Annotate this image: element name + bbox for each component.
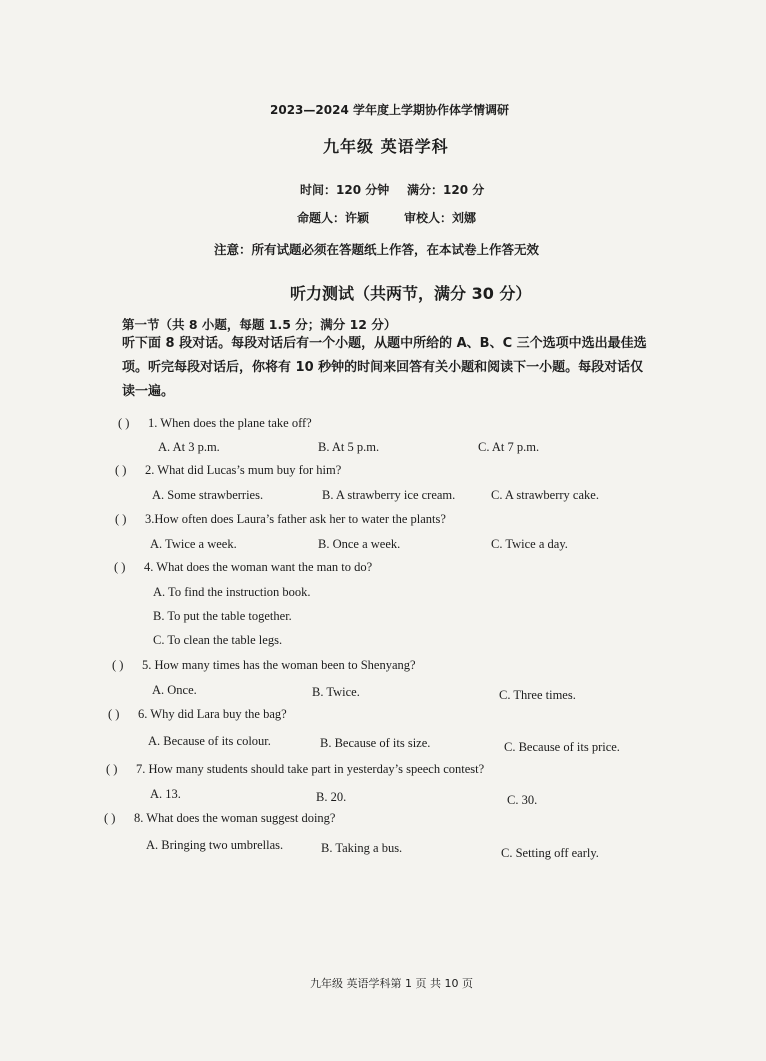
answer-bracket[interactable]: ( ): [118, 416, 130, 430]
option-c: C. Setting off early.: [501, 846, 599, 860]
answer-bracket[interactable]: ( ): [115, 512, 127, 526]
question-text: 6. Why did Lara buy the bag?: [138, 707, 287, 721]
author-label: 命题人：许颖: [297, 211, 370, 225]
answer-bracket[interactable]: ( ): [104, 811, 116, 825]
instructions: 听下面 8 段对话。每段对话后有一个小题，从题中所给的 A、B、C 三个选项中选出最佳选项。听完每段对话后，你将有 10 秒钟的时间来回答有关小题和阅读下一小题。每段对话仅读一遍。: [122, 336, 647, 399]
option-c: C. Twice a day.: [491, 537, 568, 551]
option-c: C. 30.: [507, 793, 538, 807]
question-5: [112, 658, 416, 673]
question-1: [118, 416, 312, 431]
question-text: 1. When does the plane take off?: [148, 416, 312, 430]
option-b: B. To put the table together.: [153, 609, 292, 623]
option-b: B. Once a week.: [318, 537, 401, 551]
answer-bracket[interactable]: ( ): [108, 707, 120, 721]
question-text: 3.How often does Laura’s father ask her to water the plants?: [145, 512, 446, 526]
question-6: [108, 707, 287, 722]
page-footer: 九年级 英语学科第 1 页 共 10 页: [310, 977, 473, 990]
option-a: A. Twice a week.: [150, 537, 237, 551]
option-c: C. A strawberry cake.: [491, 488, 599, 502]
option-a: A. Bringing two umbrellas.: [146, 838, 284, 852]
score-label: 满分：120 分: [407, 183, 485, 197]
reviewer-label: 审校人：刘娜: [404, 211, 477, 225]
question-text: 2. What did Lucas’s mum buy for him?: [145, 463, 342, 477]
answer-bracket[interactable]: ( ): [112, 658, 124, 672]
answer-bracket[interactable]: ( ): [115, 463, 127, 477]
question-8: [104, 811, 335, 826]
question-4: [114, 560, 372, 575]
option-c: C. At 7 p.m.: [478, 440, 540, 454]
question-text: 8. What does the woman suggest doing?: [134, 811, 336, 825]
answer-bracket[interactable]: ( ): [106, 762, 118, 776]
option-c: C. To clean the table legs.: [153, 633, 283, 647]
option-b: B. Twice.: [312, 685, 360, 699]
notice-text: 注意：所有试题必须在答题纸上作答，在本试卷上作答无效: [214, 242, 540, 257]
option-b: B. At 5 p.m.: [318, 440, 380, 454]
exam-title: 2023—2024 学年度上学期协作体学情调研: [270, 103, 509, 117]
part-title: 第一节（共 8 小题，每题 1.5 分；满分 12 分）: [122, 317, 397, 332]
option-b: B. Taking a bus.: [321, 841, 403, 855]
bleed-through-text: [118, 86, 121, 101]
question-text: 5. How many times has the woman been to Shenyang?: [142, 658, 416, 672]
option-b: B. Because of its size.: [320, 736, 431, 750]
option-b: B. A strawberry ice cream.: [322, 488, 456, 502]
time-label: 时间：120 分钟: [300, 183, 390, 197]
question-text: 4. What does the woman want the man to do?: [144, 560, 373, 574]
question-7: [106, 762, 484, 777]
option-a: A. Some strawberries.: [152, 488, 264, 502]
section-title: 听力测试（共两节，满分 30 分）: [290, 284, 532, 303]
option-a: A. Because of its colour.: [148, 734, 271, 748]
question-3: [115, 512, 446, 527]
option-a: A. At 3 p.m.: [158, 440, 220, 454]
option-a: A. Once.: [152, 683, 197, 697]
option-a: A. 13.: [150, 787, 181, 801]
answer-bracket[interactable]: ( ): [114, 560, 126, 574]
option-b: B. 20.: [316, 790, 347, 804]
question-text: 7. How many students should take part in yesterday’s speech contest?: [136, 762, 485, 776]
option-c: C. Because of its price.: [504, 740, 620, 754]
question-2: [115, 463, 341, 478]
subject-title: 九年级 英语学科: [323, 137, 449, 156]
option-a: A. To find the instruction book.: [153, 585, 311, 599]
option-c: C. Three times.: [499, 688, 576, 702]
